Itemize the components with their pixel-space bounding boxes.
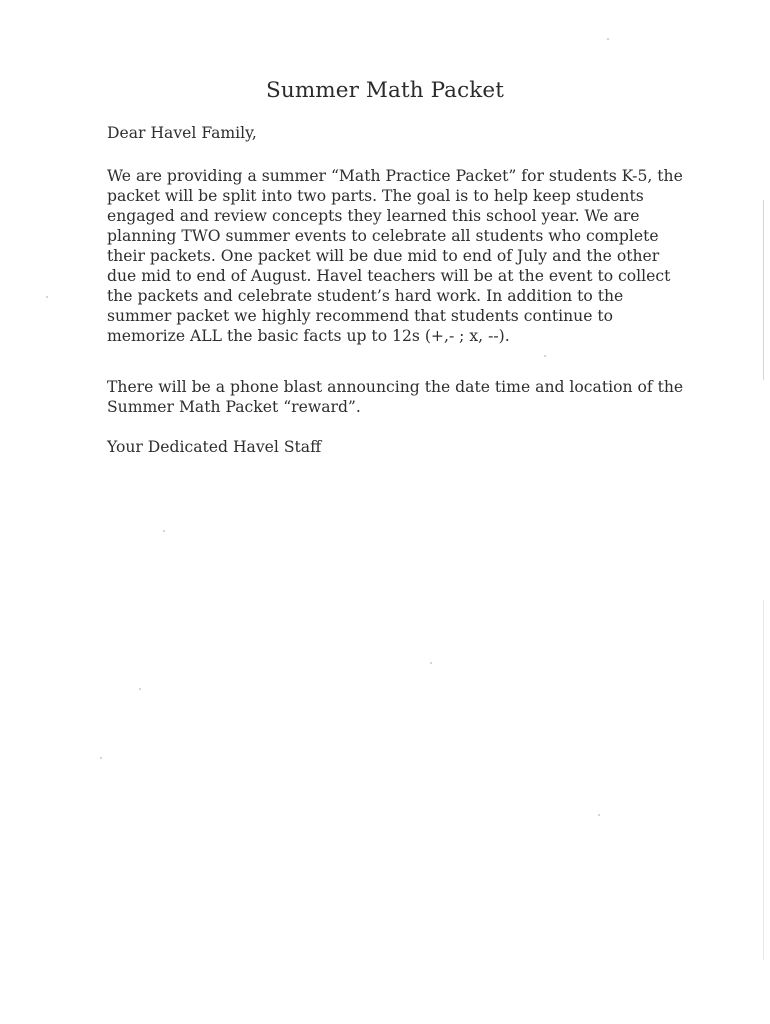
scan-speck bbox=[544, 355, 546, 357]
body-line: due mid to end of August. Havel teachers will be at the event to collect bbox=[107, 267, 671, 285]
scan-speck bbox=[139, 688, 141, 690]
scan-speck bbox=[430, 662, 432, 664]
body-line: memorize ALL the basic facts up to 12s (+,- ; x, --). bbox=[107, 327, 510, 345]
announcement-paragraph bbox=[107, 377, 707, 417]
scan-edge-mark bbox=[763, 200, 764, 380]
body-line: the packets and celebrate student’s hard work. In addition to the bbox=[107, 287, 624, 305]
body-line: summer packet we highly recommend that students continue to bbox=[107, 307, 614, 325]
scan-speck bbox=[100, 757, 102, 759]
body-line: We are providing a summer “Math Practice Packet” for students K-5, the bbox=[107, 167, 683, 185]
scan-speck bbox=[607, 38, 609, 40]
announcement-line: Summer Math Packet “reward”. bbox=[107, 398, 361, 416]
body-line: their packets. One packet will be due mid to end of July and the other bbox=[107, 247, 660, 265]
body-paragraph bbox=[107, 166, 707, 346]
body-line: planning TWO summer events to celebrate all students who complete bbox=[107, 227, 659, 245]
scan-edge-mark bbox=[763, 600, 764, 960]
body-line: engaged and review concepts they learned this school year. We are bbox=[107, 207, 640, 225]
body-line: packet will be split into two parts. The goal is to help keep students bbox=[107, 187, 644, 205]
scan-speck bbox=[598, 814, 600, 816]
signoff: Your Dedicated Havel Staff bbox=[107, 438, 322, 456]
page-title: Summer Math Packet bbox=[266, 78, 504, 103]
announcement-line: There will be a phone blast announcing the date time and location of the bbox=[107, 378, 684, 396]
scan-speck bbox=[163, 530, 165, 532]
scan-speck bbox=[46, 296, 48, 298]
salutation: Dear Havel Family, bbox=[107, 124, 257, 142]
